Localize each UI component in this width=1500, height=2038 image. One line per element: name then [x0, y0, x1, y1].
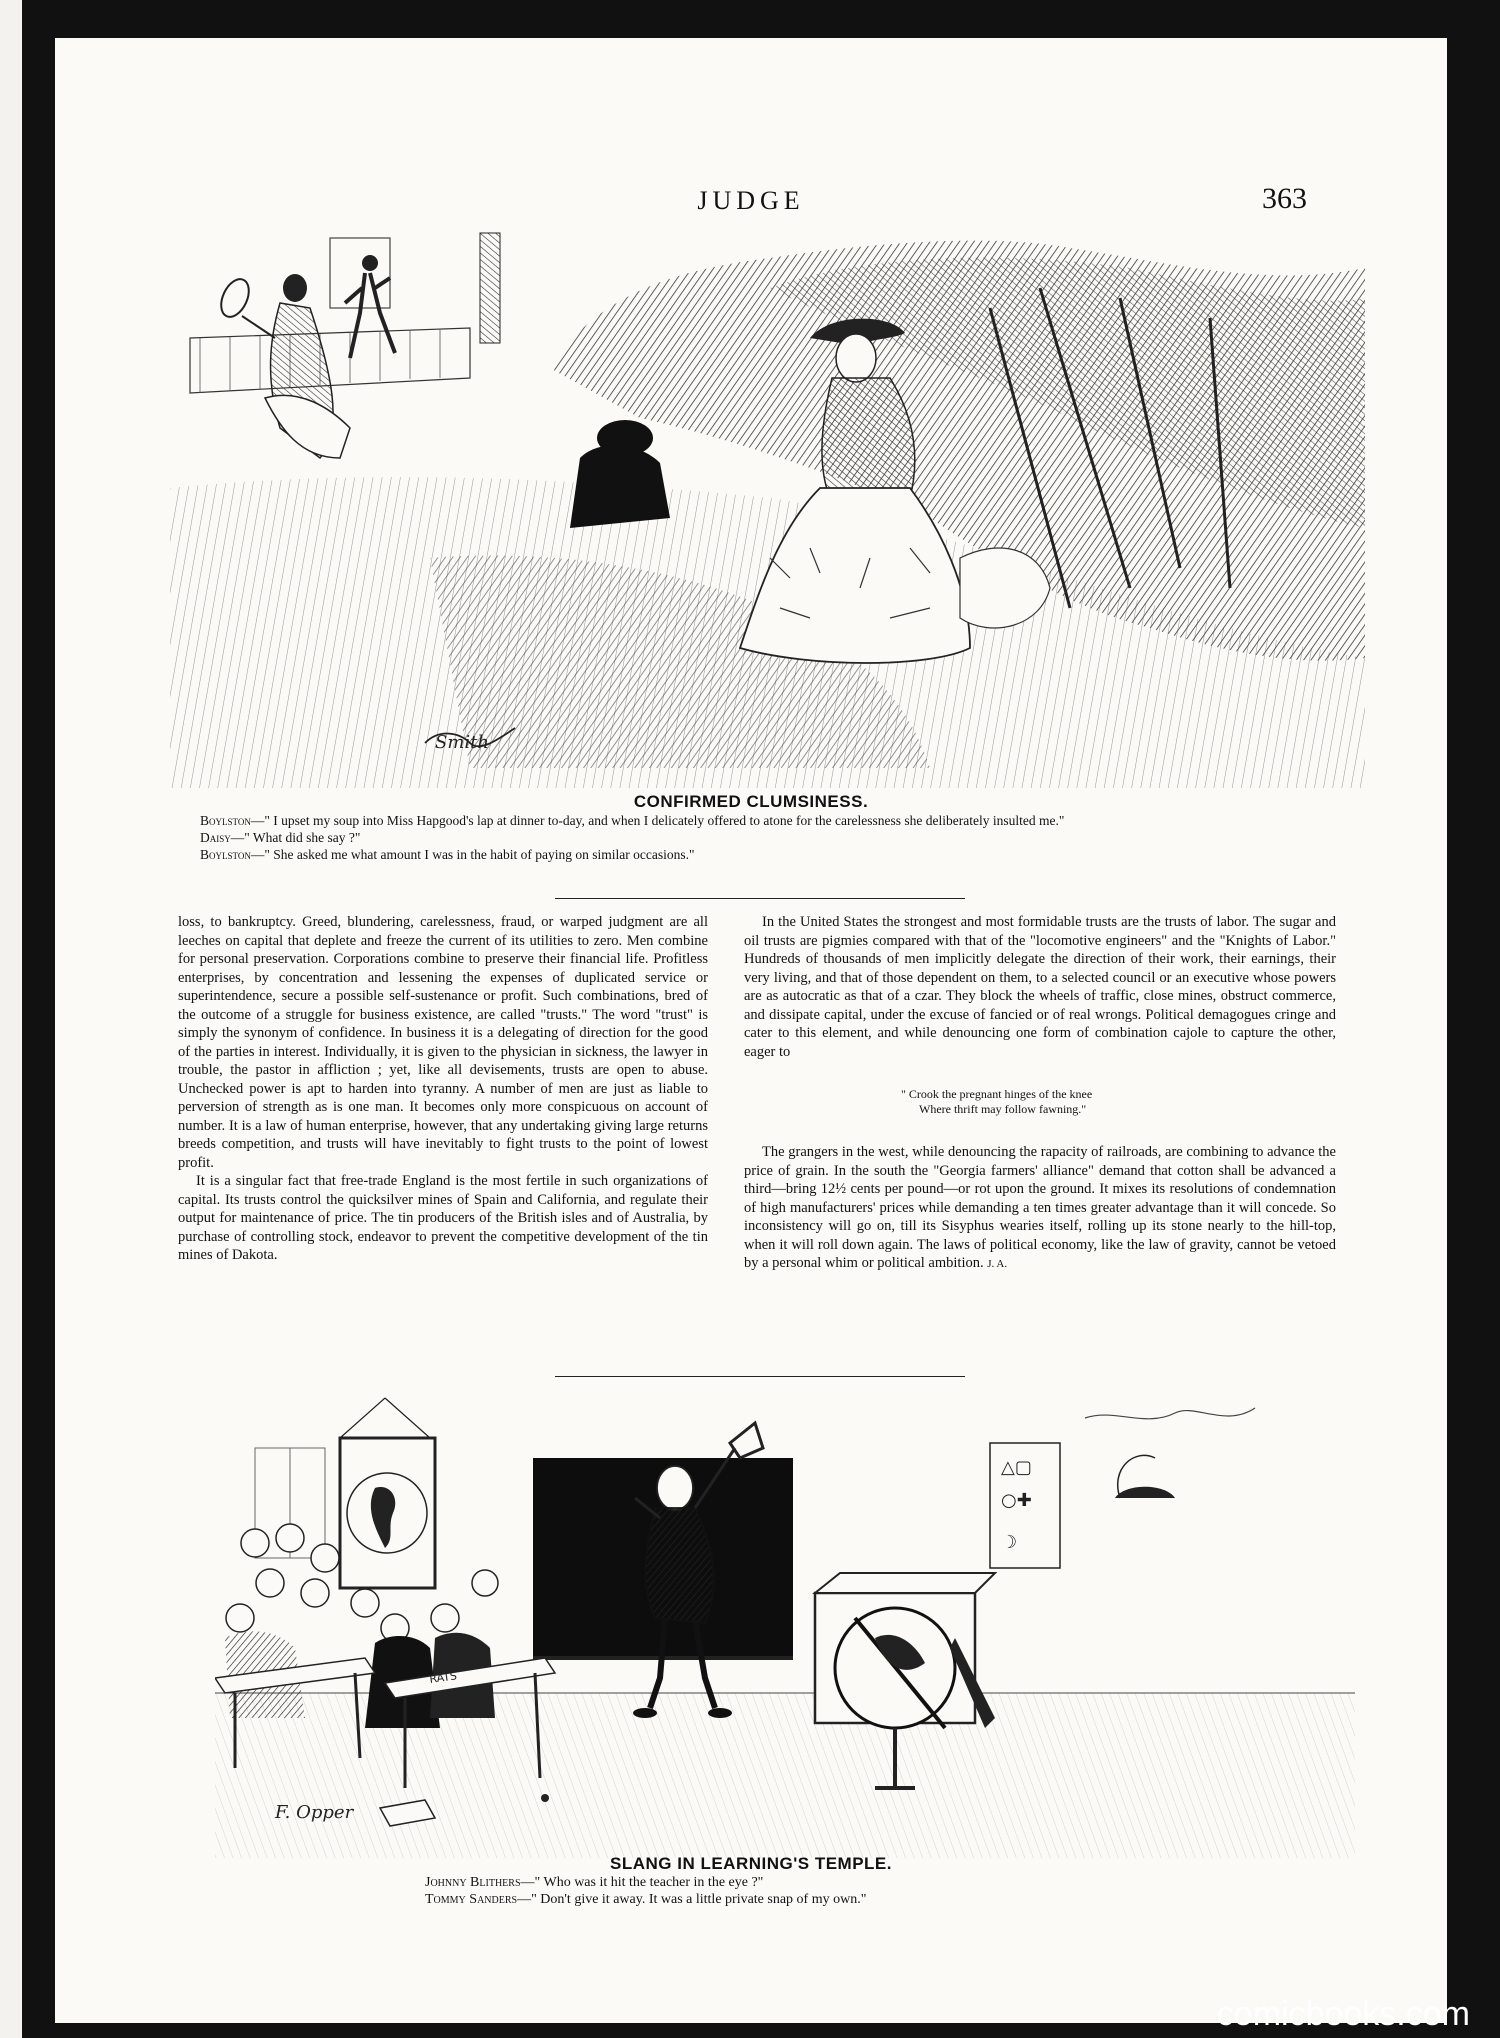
svg-text:△▢: △▢	[1001, 1457, 1032, 1478]
scan-edge	[0, 0, 22, 2038]
desk-label: RATS	[428, 1669, 458, 1686]
svg-text:○✚: ○✚	[1001, 1490, 1032, 1511]
top-cartoon-dialogue	[180, 812, 1340, 863]
dialogue-line	[180, 846, 1340, 863]
dialogue-text: —" Don't give it away. It was a little private snap of my own."	[517, 1892, 867, 1907]
site-watermark: comicbooks.com	[1216, 1995, 1470, 2033]
verse-line: " Crook the pregnant hinges of the knee	[901, 1087, 1093, 1101]
speaker-name: Boylston	[200, 813, 251, 828]
speaker-name: Johnny Blithers	[425, 1875, 521, 1890]
dialogue-text: —" I upset my soup into Miss Hapgood's lap at dinner to-day, and when I delicately offered to atone for the carelessness she deliberately insulted me."	[250, 813, 1065, 828]
dialogue-text: —" What did she say ?"	[230, 830, 361, 845]
masthead-title: JUDGE	[697, 186, 805, 215]
article-paragraph: It is a singular fact that free-trade England is the most fertile in such organizations of capital. Its trusts control the quicksilver mines of Spain and California, and regulate their output for maintenance of price. The tin producers of the British isles and of Australia, by purchase of controlling stock, endeavor to prevent the competitive development of the tin mines of Dakota.	[178, 1173, 708, 1263]
dialogue-line	[180, 829, 1340, 846]
article-paragraph-text: The grangers in the west, while denouncing the rapacity of railroads, are combining to advance the price of grain. In the south the "Georgia farmers' alliance" demand that cotton shall be advanced a third—bring 12½ cents per pound—or rot upon the ground. It mixes its resolutions of condemnation of high manufacturers' prices while demanding a ten times greater advantage than it will concede. So inconsistency will go on, till its Sisyphus wearies itself, rolling up its stone nearly to the hill-top, when it will roll down again. The laws of political economy, like the law of gravity, cannot be vetoed by a personal whim or political ambition.	[744, 1144, 1336, 1271]
speaker-name: Boylston	[200, 847, 251, 862]
section-rule	[555, 1376, 965, 1377]
article-paragraph: loss, to bankruptcy. Greed, blundering, carelessness, fraud, or warped judgment are all leeches on capital that deplete and freeze the current of its utilities to zero. Men combine for personal preservation. Corporations combine to preserve their financial life. Profitless enterprises, by concentration and lessening the expenses of duplicated service or superintendence, secure a possible self-sustenance or profit. Such combinations, bred of the outcome of a struggle for business existence, are called "trusts." The word "trust" is simply the synonym of confidence. In business it is a delegating of direction for the good of the parties in interest. Individually, it is given to the physician in sickness, the lawyer in trouble, the pastor in affliction ; yet, like all devisements, trusts are open to abuse. Unchecked power is apt to harden into tyranny. A number of men are just as liable to perversion of strength as is one man. It becomes only more conspicuous on account of number. It is a law of human enterprise, however, that any undertaking giving large returns breeds competition, and trusts will have inevitably to fight trusts to the point of lowest profit.	[178, 914, 708, 1171]
speaker-name: Daisy	[200, 830, 231, 845]
article-left-column	[178, 913, 708, 1265]
magazine-page	[55, 38, 1447, 2023]
dialogue-line	[425, 1891, 1125, 1908]
svg-text:☽: ☽	[1001, 1532, 1018, 1553]
bottom-cartoon-dialogue	[425, 1874, 1125, 1908]
masthead	[55, 182, 1447, 226]
article-right-column	[744, 913, 1336, 1274]
top-cartoon-title: CONFIRMED CLUMSINESS.	[633, 792, 869, 811]
top-artist-signature: Smith	[435, 732, 489, 753]
bottom-artist-signature: F. Opper	[275, 1802, 354, 1823]
confirmed-clumsiness-illustration	[170, 228, 1365, 788]
article-paragraph: In the United States the strongest and most formidable trusts are the trusts of labor. The sugar and oil trusts are pigmies compared with that of the "locomotive engineers" and the "Knights of Labor." Hundreds of thousands of men implicitly delegate the direction of their work, their earnings, their very living, and that of those dependent on them, to a selected council or an executive whose powers are as autocratic as that of a czar. They block the wheels of traffic, close mines, obstruct commerce, and dissipate capital, under the excuse of fancied or of real wrongs. Political demagogues cringe and cater to this element, and while denouncing one form of combination cajole to capture the other, eager to	[744, 914, 1336, 1060]
verse-quote	[744, 1087, 1336, 1117]
article-signature: J. A.	[987, 1258, 1008, 1270]
verse-line: Where thrift may follow fawning."	[919, 1102, 1087, 1116]
bottom-cartoon-title: SLANG IN LEARNING'S TEMPLE.	[610, 1854, 892, 1873]
page-number: 363	[1262, 182, 1307, 215]
slang-in-learnings-temple-illustration	[215, 1388, 1355, 1858]
speaker-name: Tommy Sanders	[425, 1892, 518, 1907]
section-rule	[555, 898, 965, 899]
dialogue-line	[425, 1874, 1125, 1891]
dialogue-text: —" She asked me what amount I was in the habit of paying on similar occasions."	[250, 847, 695, 862]
dialogue-line	[180, 812, 1340, 829]
dialogue-text: —" Who was it hit the teacher in the eye ?"	[520, 1875, 764, 1890]
article-paragraph	[744, 1143, 1336, 1274]
